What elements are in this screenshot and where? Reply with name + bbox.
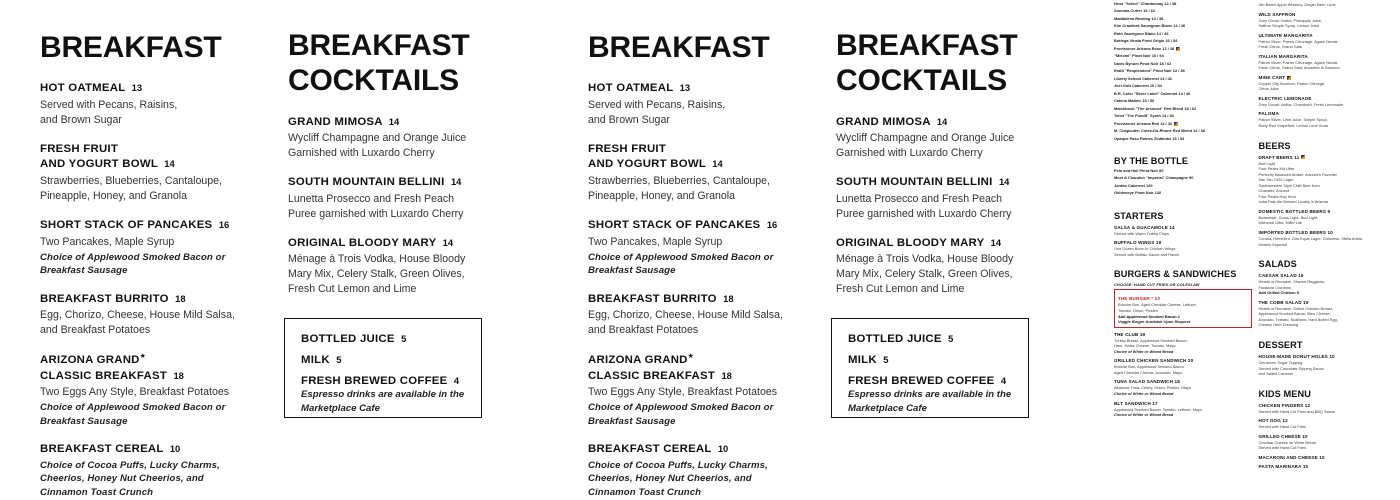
item-name-line: ARIZONA GRAND★ [588,353,695,367]
breakfast-column-1 [40,0,280,500]
cocktail-item [836,236,1084,298]
small-item-line: Four Peaks Kilt Lifter [1258,166,1295,172]
menu-item-name [40,218,280,234]
small-item-name: GRILLED CHICKEN SANDWICH 20 [1114,358,1194,364]
small-item-line: and Salted Caramel [1258,371,1293,377]
small-item-line: Perfectly Balanced Amber, Arizona's Favorite! [1258,171,1338,177]
small-menu-item [1259,111,1397,128]
small-menu-item [1259,177,1397,194]
flag-icon [1174,122,1178,126]
small-menu-item [1259,166,1397,177]
small-menu-item [1259,12,1397,29]
small-item-name: MINE CART [1259,75,1397,80]
drinks-box-1 [284,318,482,418]
cocktail-item-name [836,236,1084,252]
menu-item-name [588,442,828,458]
small-item-line: Served with Hand Cut Fries [1258,445,1307,451]
small-item-line: Corona, Heineken, Dos Equis Lager, Guinness, Stella Artois, [1258,236,1363,242]
menu-item [40,81,280,128]
small-item-name: IMPORTED BOTTLED BEERS 10 [1258,230,1333,236]
small-item-name: THE CLUB 19 [1114,331,1146,337]
small-item-line: Grey Goose Vodka, Chambord, Fresh Lemonade [1258,101,1344,107]
cocktail-item-description: Wycliff Champagne and Orange Juice Garnished with Luxardo Cherry [288,132,467,160]
menu-item-note: Choice of Cocoa Puffs, Lucky Charms, Cheerios, Honey Nut Cheerios, and Cinnamon Toast Crunch [588,459,768,499]
featured-burger-addon: Add Applewood Smoked Bacon 2 [1118,313,1180,319]
small-item-line: Fresh Citrus, Grand Gala, Amaretto di Saronno [1258,65,1340,71]
item-name-line: SOUTH MOUNTAIN BELLINI 14 [288,176,462,189]
wine-row: Davis Bynum Pinot Noir 18 / 62 [1114,60,1172,66]
drink-item-name: BOTTLED JUICE 5 [301,333,407,345]
menu-item-description: Egg, Chorizo, Cheese, House Mild Salsa, and Breakfast Potatoes [40,309,235,337]
small-item-name: PASTA MARINARA 10 [1258,463,1309,469]
featured-burger-line: Tomato, Onion, Pickles [1118,308,1158,314]
small-item-note: Choice of White or Wheat Bread [1114,390,1174,396]
small-item-name: CHICKEN FINGERS 12 [1258,402,1311,408]
dessert-header: DESSERT [1258,339,1303,350]
featured-burger-name: THE BURGER * 22 [1118,296,1161,302]
drink-item [848,333,1012,345]
drink-item-note: Espresso drinks are available in the Marketplace Cafe [301,389,465,415]
cocktail-item-description: Ménage à Trois Vodka, House Bloody Mary Mix, Celery Stalk, Green Olives, Fresh Cut Lemon and Lime [836,253,1014,296]
menu-item-name [40,292,280,308]
flag-icon [1301,155,1305,159]
wine-row: Provisioner Arizona Rose 12 / 38 [1114,47,1252,52]
cocktail-item [836,175,1084,222]
title-line: BREAKFAST [288,29,470,62]
cocktail-item [288,236,536,298]
wine-row: Liberty School Cabernet 13 / 42 [1114,75,1172,81]
small-menu-item [1114,332,1252,355]
small-item-line: Grey Goose Vodka, Pineapple Juice, [1258,17,1323,23]
item-price: 13 [131,82,143,94]
cocktail-items-1 [288,115,536,298]
item-name-line: GRAND MIMOSA 14 [288,115,400,128]
menu-item [588,352,828,428]
drinks-box-2 [831,318,1029,418]
menu-item-description: Strawberries, Blueberries, Cantaloupe, Pineapple, Honey, and Granola [588,174,770,202]
small-menu-item [1114,358,1252,375]
breakfast-title: BREAKFAST [40,31,222,64]
cocktails-column-2 [836,0,1084,500]
wine-row: Catena Malbec 15 / 50 [1114,98,1155,104]
item-price: 13 [679,82,691,94]
small-menu-item [1114,225,1252,237]
cocktail-item-name [836,115,1084,131]
item-price: 14 [712,158,723,170]
small-item-line: Ruby Red Grapefruit, Lemon Lime Soda [1258,123,1328,129]
breakfast-items-1 [40,81,280,499]
cocktail-item [836,115,1084,162]
small-item-line: India Pale Ale Brewed Locally in Arizona [1258,199,1328,205]
drink-item [848,354,1012,366]
small-item-line: Michelob Ultra, Miller Lite [1258,220,1303,226]
small-item-line: Served with Buffalo Sauce and Ranch [1114,251,1180,257]
cocktail-item-name [836,175,1084,191]
small-item-line: Four Peaks Hop Knot [1258,193,1296,199]
title-line: COCKTAILS [836,64,1007,98]
salads-header: SALADS [1258,259,1297,270]
bottle-row: Moet & Chandon "Imperial" Champagne 90 [1114,175,1194,181]
burgers-subheader: CHOOSE: HAND CUT FRIES OR COLESLAW [1114,282,1200,288]
small-menu-item [1259,54,1397,71]
item-price: 10 [717,443,729,455]
breakfast-items-2 [588,81,828,499]
drink-item-price: 5 [883,354,889,365]
small-item-line: Cheddar Cheese on White Bread [1258,439,1316,445]
drink-item-name: FRESH BREWED COFFEE 4 [301,375,460,387]
small-item-line: Creamy Herb Dressing [1258,322,1299,328]
small-menu-item [1259,209,1397,226]
menu-item-note: Choice of Applewood Smoked Bacon or Breakfast Sausage [40,402,226,427]
small-item-line: Bud Light [1258,160,1275,166]
small-menu-item [1259,403,1397,415]
drink-item-price: 4 [1000,375,1007,386]
item-price: 14 [450,176,462,188]
drink-item-note: Espresso drinks are available in the Marketplace Cafe [848,389,1012,415]
item-price: 14 [442,236,454,248]
item-name-line: GRAND MIMOSA 14 [836,115,948,128]
small-item-addon: Add Grilled Chicken 8 [1258,290,1299,296]
item-name-line: CLASSIC BREAKFAST 18 [588,369,732,382]
small-menu-item [1259,434,1397,451]
small-item-line: Aged Cheddar Cheese, Avocado, Mayo [1114,369,1183,375]
cocktail-items-2 [836,115,1084,298]
menu-item-name [40,81,280,97]
drink-item-price: 5 [401,333,407,344]
small-menu-item [1259,230,1397,247]
item-name-line: HOT OATMEAL 13 [40,82,143,95]
bottle-row: Jordan Cabernet 120 [1114,182,1153,188]
small-menu-item [1259,96,1397,108]
starters-header: STARTERS [1114,210,1164,221]
item-name-line: BREAKFAST CEREAL 10 [588,443,729,456]
cocktail-carryover-line: Jim Beam Apple Whiskey, Ginger Beer, Lime [1258,2,1336,7]
cocktail-item-description: Wycliff Champagne and Orange Juice Garnished with Luxardo Cherry [836,132,1015,160]
menu-item-name [588,292,828,308]
menu-item-description: Two Pancakes, Maple Syrup [588,235,723,248]
asterisk-marker: ★ [139,353,147,361]
small-item-name: THE COBB SALAD 19 [1258,299,1309,305]
small-item-line: Served with Warm Tortilla Chips [1114,230,1169,236]
item-name-line: ORIGINAL BLOODY MARY 14 [836,236,1002,249]
menu-item-description: Two Pancakes, Maple Syrup [40,235,175,248]
title-line: COCKTAILS [288,64,459,98]
small-item-line: Cinnamon Sugar Topping [1258,359,1303,365]
small-menu-item [1259,273,1397,296]
item-price: 14 [164,158,175,170]
menu-item-description: Egg, Chorizo, Cheese, House Mild Salsa, and Breakfast Potatoes [588,309,783,337]
small-item-name: BLT SANDWICH 17 [1114,400,1158,406]
small-item-line: Fresh Citrus, Grand Gala [1258,44,1302,50]
small-item-line: Hearts of Romaine, Shaved Reggiano, [1258,279,1326,285]
menu-item [40,292,280,339]
small-item-name: BUFFALO WINGS 19 [1114,240,1162,246]
small-menu-item [1259,354,1397,377]
item-name-line: AND YOGURT BOWL 14 [40,158,175,171]
item-name-line: BREAKFAST BURRITO 18 [40,292,186,305]
item-name-line: SHORT STACK OF PANCAKES 16 [40,219,230,232]
item-name-line: BREAKFAST BURRITO 18 [588,292,734,305]
small-item-line: Ham, Swiss Cheese, Tomato, Mayo [1114,343,1176,349]
item-name-line: FRESH FRUIT [588,142,667,155]
small-item-name: HOT DOG 12 [1258,418,1288,424]
menu-item-name [40,142,280,173]
menu-item [588,142,828,204]
small-menu-item [1114,379,1252,396]
menu-item [40,352,280,428]
menu-item [40,218,280,278]
item-price: 18 [721,369,732,381]
menu-item-note: Choice of Applewood Smoked Bacon or Breakfast Sausage [40,251,226,277]
item-name-line: ARIZONA GRAND★ [40,353,147,367]
small-item-note: Choice of White or Wheat Bread [1114,348,1174,354]
item-price: 14 [936,115,948,127]
cocktail-item-name [288,175,536,191]
cocktails-column-1 [288,0,536,500]
menu-item [588,81,828,128]
item-price: 18 [723,292,734,304]
menu-item-description: Two Eggs Any Style, Breakfast Potatoes [40,386,230,399]
menu-item-description: Strawberries, Blueberries, Cantaloupe, Pineapple, Honey, and Granola [40,174,222,202]
cocktail-item-name [288,115,536,131]
item-price: 14 [388,115,400,127]
flag-icon [1176,47,1180,51]
small-item-line: Applewood Smoked Bacon, Tomato, Lettuce, Mayo [1114,406,1203,412]
small-item-line: Served with Chocolate Dipping Sauce [1258,365,1324,371]
bottle-row: Goldeneye Pinot Noir 140 [1114,190,1162,196]
small-menu-item [1114,240,1252,257]
full-menu-thumbnail [1108,0,1400,500]
kids-menu-header: KIDS MENU [1258,388,1311,399]
cocktail-item [288,175,536,222]
small-item-line: Copper City Bourbon, Patron Citronge, [1258,80,1326,86]
small-item-line: Albacore Tuna, Celery, Onion, Pickles, Mayo [1114,385,1191,391]
featured-burger-line: Brioche Bun, Aged Cheddar Cheese, Lettuce, [1118,302,1197,308]
small-item-line: Focaccia Croutons [1258,284,1291,290]
small-item-name: GRILLED CHEESE 10 [1258,433,1308,439]
small-menu-item [1259,75,1397,92]
small-item-line: Applewood Smoked Bacon, Bleu Cheese, [1258,311,1331,317]
small-menu-item [1259,300,1397,328]
drink-item-price: 5 [948,333,954,344]
menu-item [588,442,828,499]
menu-item [588,218,828,278]
drink-item [848,375,1012,417]
menu-item-name [588,142,828,173]
wine-row: "Meiomi" Pinot Noir 16 / 54 [1114,53,1164,59]
small-menu-item [1259,418,1397,430]
menu-item-name [588,352,828,384]
drink-item [301,354,465,366]
menu-item-name [588,81,828,97]
small-item-line: Southwestern Style Craft Beer from [1258,182,1320,188]
wine-row: M. Chapoutier Cotes-Du-Rhone Red Blend 12 / 38 [1114,128,1206,134]
small-menu-item [1259,455,1397,460]
small-item-name: ULTIMATE MARGARITA [1258,32,1313,38]
small-item-name: TUNA SALAD SANDWICH 18 [1114,379,1180,385]
small-item-line: Served with Hand Cut Fries and BBQ Sauce [1258,408,1336,414]
drink-item-name: BOTTLED JUICE 5 [848,333,954,345]
cocktail-item-description: Lunetta Prosecco and Fresh Peach Puree garnished with Luxardo Cherry [836,192,1012,220]
item-name-line: BREAKFAST CEREAL 10 [40,443,181,456]
breakfast-title-2: BREAKFAST [588,31,770,64]
beers-header: BEERS [1258,140,1291,151]
wine-row: Hess "Select" Chardonnay 12 / 38 [1114,1,1177,6]
menu-item-name [40,442,280,458]
small-item-name: CAESAR SALAD 16 [1258,273,1304,279]
small-item-line: Turkey Breast, Applewood Smoked Bacon, [1114,337,1188,343]
featured-burger-box [1114,289,1252,327]
small-item-line: One Dozen Bone-In Chicken Wings [1114,246,1176,252]
full-menu-column-right [1259,2,1397,500]
small-item-name: ELECTRIC LEMONADE [1258,95,1312,101]
by-the-bottle-header: BY THE BOTTLE [1114,155,1189,166]
item-name-line: SOUTH MOUNTAIN BELLINI 14 [836,176,1010,189]
flag-icon [1287,76,1291,80]
full-menu-column-left [1114,2,1252,500]
item-price: 10 [169,443,181,455]
item-name-line: HOT OATMEAL 13 [588,82,691,95]
drink-item [301,375,465,417]
drink-item-price: 5 [336,354,342,365]
small-item-line: Citrus Juice [1258,86,1279,92]
wine-row: Bottega Vinaia Pinot Grigio 16 / 54 [1114,38,1178,44]
wine-row: Maddalena Riesling 13 / 38 [1114,15,1164,21]
cocktail-item [288,115,536,162]
small-menu-item [1259,194,1397,205]
small-item-name: DRAFT BEERS 11 [1259,155,1397,160]
wine-row: Provisioner Arizona Red 13 / 42 [1114,122,1252,127]
asterisk-marker: ★ [687,353,695,361]
small-item-name: ITALIAN MARGARITA [1258,53,1308,59]
small-item-line: Patron Silver, Patron Citronage, Agave Nectar, [1258,38,1339,44]
drink-item-name: FRESH BREWED COFFEE 4 [848,375,1007,387]
item-price: 16 [218,219,230,231]
small-item-note: Choice of White or Wheat Bread [1114,412,1174,418]
menu-item-description: Served with Pecans, Raisins, and Brown Sugar [588,98,726,126]
small-item-line: Saffron Simple Syrup, Lemon Juice [1258,23,1320,29]
small-item-line: Modelo Especial [1258,241,1288,247]
wine-row: Joel Gott Cabernet 16 / 54 [1114,83,1162,89]
small-item-line: Chandler, Arizona [1258,188,1290,194]
small-item-line: Patron Silver, Patron Citronage, Agave Nectar, [1258,59,1339,65]
wine-row: Roth Sauvignon Blanc 14 / 46 [1114,30,1169,36]
wine-row: B.R. Cohn "Silver Label" Cabernet 14 / 46 [1114,90,1191,96]
menu-item [40,142,280,204]
small-item-line: Patron Silver, Lime Juice, Simple Syrup, [1258,117,1328,123]
small-item-line: Served with Hand Cut Fries [1258,424,1307,430]
menu-item-note: Choice of Applewood Smoked Bacon or Breakfast Sausage [588,251,774,277]
wine-row: Tenet "The Pundit" Syrah 14 / 46 [1114,113,1174,119]
small-menu-item [1259,155,1397,167]
small-item-name: MACARONI AND CHEESE 10 [1258,454,1325,460]
item-price: 18 [173,369,184,381]
small-item-name: DOMESTIC BOTTLED BEERS 9 [1258,208,1331,214]
drink-item-price: 4 [453,375,460,386]
featured-burger-note: Veggie Burger Available Upon Request. [1118,319,1192,325]
small-item-line: San Tan 1920 Lager [1258,177,1294,183]
burgers-header: BURGERS & SANDWICHES [1114,269,1237,280]
small-item-line: Avocado, Tomato, Scallions, Hard Boiled Egg, [1258,316,1338,322]
title-line: BREAKFAST [836,29,1018,62]
wine-row: Sonoma Cutrer 16 / 62 [1114,8,1156,14]
item-name-line: FRESH FRUIT [40,142,119,155]
bottle-row: Pelo and Hall Pinot Noir 80 [1114,167,1164,173]
small-menu-item [1259,33,1397,50]
small-item-line: Budweiser, Coors Light, Bud Light, [1258,214,1319,220]
cocktail-item-description: Lunetta Prosecco and Fresh Peach Puree garnished with Luxardo Cherry [288,192,464,220]
cocktail-item-name [288,236,536,252]
breakfast-column-2 [588,0,828,500]
item-price: 14 [990,236,1002,248]
cocktails-title [288,28,536,99]
drink-item-name: MILK 5 [301,354,342,366]
item-name-line: AND YOGURT BOWL 14 [588,158,723,171]
small-item-name: SALSA & GUACAMOLE 14 [1114,224,1175,230]
menu-item-note: Choice of Applewood Smoked Bacon or Breakfast Sausage [588,402,774,427]
menu-item-description: Two Eggs Any Style, Breakfast Potatoes [588,386,778,399]
item-price: 16 [766,219,778,231]
drink-item [301,333,465,345]
item-price: 18 [175,292,186,304]
small-item-name: PALOMA [1258,111,1279,117]
cocktail-item-description: Ménage à Trois Vodka, House Bloody Mary Mix, Celery Stalk, Green Olives, Fresh Cut Lemon and Lime [288,253,466,296]
drink-item-name: MILK 5 [848,354,889,366]
menu-item [40,442,280,499]
menu-item-description: Served with Pecans, Raisins, and Brown Sugar [40,98,178,126]
cocktails-title-2 [836,28,1084,99]
item-name-line: SHORT STACK OF PANCAKES 16 [588,219,778,232]
small-menu-item [1114,401,1252,418]
wine-row: Opaque Paso Robles Zinfandel 16 / 54 [1114,135,1185,141]
menu-item [588,292,828,339]
small-item-line: Hearts of Romaine, Grilled Chicken Breast, [1258,305,1333,311]
small-item-line: Brioche Bun, Applewood Smoked Bacon, [1114,364,1185,370]
small-menu-item [1259,464,1397,469]
small-item-name: WILD SAFFRON [1258,11,1296,17]
menu-item-note: Choice of Cocoa Puffs, Lucky Charms, Cheerios, Honey Nut Cheerios, and Cinnamon Toast Crunch [40,459,220,499]
item-name-line: ORIGINAL BLOODY MARY 14 [288,236,454,249]
wine-row: Erath "Resplendent" Pinot Noir 12 / 38 [1114,68,1185,74]
menu-item-name [40,352,280,384]
wine-row: Kim Crawford Sauvignon Blanc 14 / 46 [1114,23,1186,29]
item-price: 14 [998,176,1010,188]
menu-item-name [588,218,828,234]
item-name-line: CLASSIC BREAKFAST 18 [40,369,184,382]
wine-row: Matchbook "The Arsonist" Red Blend 18 / 62 [1114,105,1197,111]
small-item-name: HOUSE-MADE DONUT HOLES 10 [1258,353,1335,359]
